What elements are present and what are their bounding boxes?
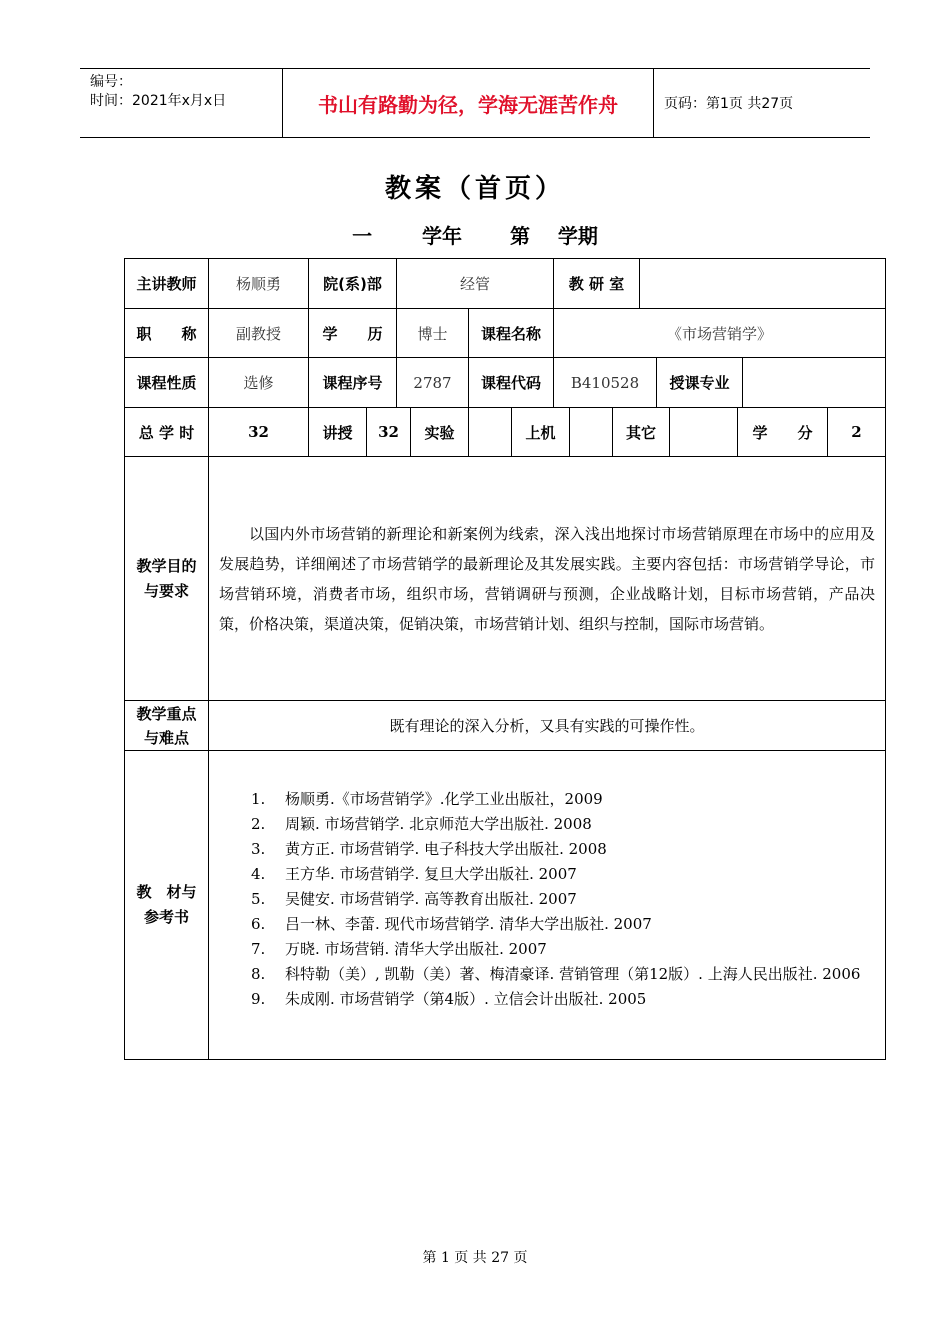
reference-item [209, 837, 860, 862]
reference-number: 1. [251, 790, 266, 808]
reference-item [209, 987, 860, 1012]
reference-text: 黄方正. 市场营销学. 电子科技大学出版社. 2008 [285, 840, 607, 858]
other-value [669, 407, 738, 457]
major-value [742, 357, 886, 408]
reference-text: 万晓. 市场营销. 清华大学出版社. 2007 [285, 940, 547, 958]
document-title: 教案（首页） [384, 174, 565, 204]
reference-number: 5. [251, 890, 266, 908]
document-subtitle [0, 220, 950, 249]
nature-label: 课程性质 [124, 357, 209, 408]
focus-text: 既有理论的深入分析，又具有实践的可操作性。 [208, 700, 886, 751]
reference-number: 7. [251, 940, 266, 958]
other-label: 其它 [612, 407, 670, 457]
reference-number: 8. [251, 965, 266, 983]
reference-item [209, 912, 860, 937]
reference-item [209, 787, 860, 812]
seq-value: 2787 [396, 357, 469, 408]
header-page-info: 页码：第1页 共27页 [664, 96, 794, 112]
reference-item [209, 937, 860, 962]
dept-label: 院(系)部 [308, 258, 397, 309]
edu-value: 博士 [396, 308, 469, 358]
lecture-label: 讲授 [308, 407, 367, 457]
major-label: 授课专业 [656, 357, 743, 408]
title-value: 副教授 [208, 308, 309, 358]
reference-item [209, 862, 860, 887]
reference-text: 王方华. 市场营销学. 复旦大学出版社. 2007 [285, 865, 577, 883]
refs-cell [208, 750, 886, 1060]
course-name-value: 《市场营销学》 [553, 308, 886, 358]
reference-item [209, 887, 860, 912]
office-value [639, 258, 886, 309]
computer-label: 上机 [511, 407, 570, 457]
reference-number: 2. [251, 815, 266, 833]
reference-number: 3. [251, 840, 266, 858]
nature-value: 选修 [208, 357, 309, 408]
reference-number: 9. [251, 990, 266, 1008]
subtitle-part4: 学期 [557, 224, 598, 248]
reference-number: 4. [251, 865, 266, 883]
reference-text: 杨顺勇.《市场营销学》.化学工业出版社，2009 [285, 790, 603, 808]
lecture-value: 32 [366, 407, 411, 457]
hours-value: 32 [208, 407, 309, 457]
reference-number: 6. [251, 915, 266, 933]
course-name-label: 课程名称 [468, 308, 554, 358]
computer-value [569, 407, 613, 457]
reference-text: 朱成刚. 市场营销学（第4版）. 立信会计出版社. 2005 [285, 990, 647, 1008]
reference-list [209, 787, 860, 1012]
dept-value: 经管 [396, 258, 554, 309]
seq-label: 课程序号 [308, 357, 397, 408]
reference-text: 吴健安. 市场营销学. 高等教育出版社. 2007 [285, 890, 577, 908]
refs-label: 教 材与参考书 [124, 750, 209, 1060]
header-meta [80, 69, 282, 137]
time-label: 时间：2021年x月x日 [90, 93, 227, 109]
reference-text: 吕一林、李蕾. 现代市场营销学. 清华大学出版社. 2007 [285, 915, 652, 933]
goal-cell [208, 456, 886, 701]
code-value: B410528 [553, 357, 657, 408]
reference-item [209, 962, 860, 987]
credit-value: 2 [827, 407, 886, 457]
edu-label: 学 历 [308, 308, 397, 358]
teacher-value: 杨顺勇 [208, 258, 309, 309]
focus-label: 教学重点与难点 [124, 700, 209, 751]
serial-label: 编号： [90, 74, 132, 90]
subtitle-part3: 第 [509, 224, 530, 248]
goal-text: 以国内外市场营销的新理论和新案例为线索，深入浅出地探讨市场营销原理在市场中的应用及发展趋势，详细阐述了市场营销学的最新理论及其发展实践。主要内容包括：市场营销学导论，市场营销环境，消费者市场，组织市场，营销调研与预测，企业战略计划，目标市场营销，产品决策，价格决策，渠道决策，促销决策，市场营销计划、组织与控制，国际市场营销。 [219, 524, 875, 633]
hours-label: 总 学 时 [124, 407, 209, 457]
title-label: 职 称 [124, 308, 209, 358]
subtitle-part2: 学年 [422, 224, 463, 248]
page-footer: 第 1 页 共 27 页 [422, 1250, 528, 1266]
reference-text: 科特勒（美）, 凯勒（美）著、梅清豪译. 营销管理（第12版）. 上海人民出版社. 2006 [285, 965, 861, 983]
code-label: 课程代码 [468, 357, 554, 408]
page-header [80, 68, 870, 138]
lab-label: 实验 [410, 407, 469, 457]
subtitle-part1: 一 [352, 224, 373, 248]
reference-text: 周颖. 市场营销学. 北京师范大学出版社. 2008 [285, 815, 592, 833]
office-label: 教 研 室 [553, 258, 640, 309]
reference-item [209, 812, 860, 837]
header-motto: 书山有路勤为径，学海无涯苦作舟 [282, 69, 654, 137]
goal-label: 教学目的与要求 [124, 456, 209, 701]
credit-label: 学 分 [737, 407, 828, 457]
teacher-label: 主讲教师 [124, 258, 209, 309]
lab-value [468, 407, 512, 457]
